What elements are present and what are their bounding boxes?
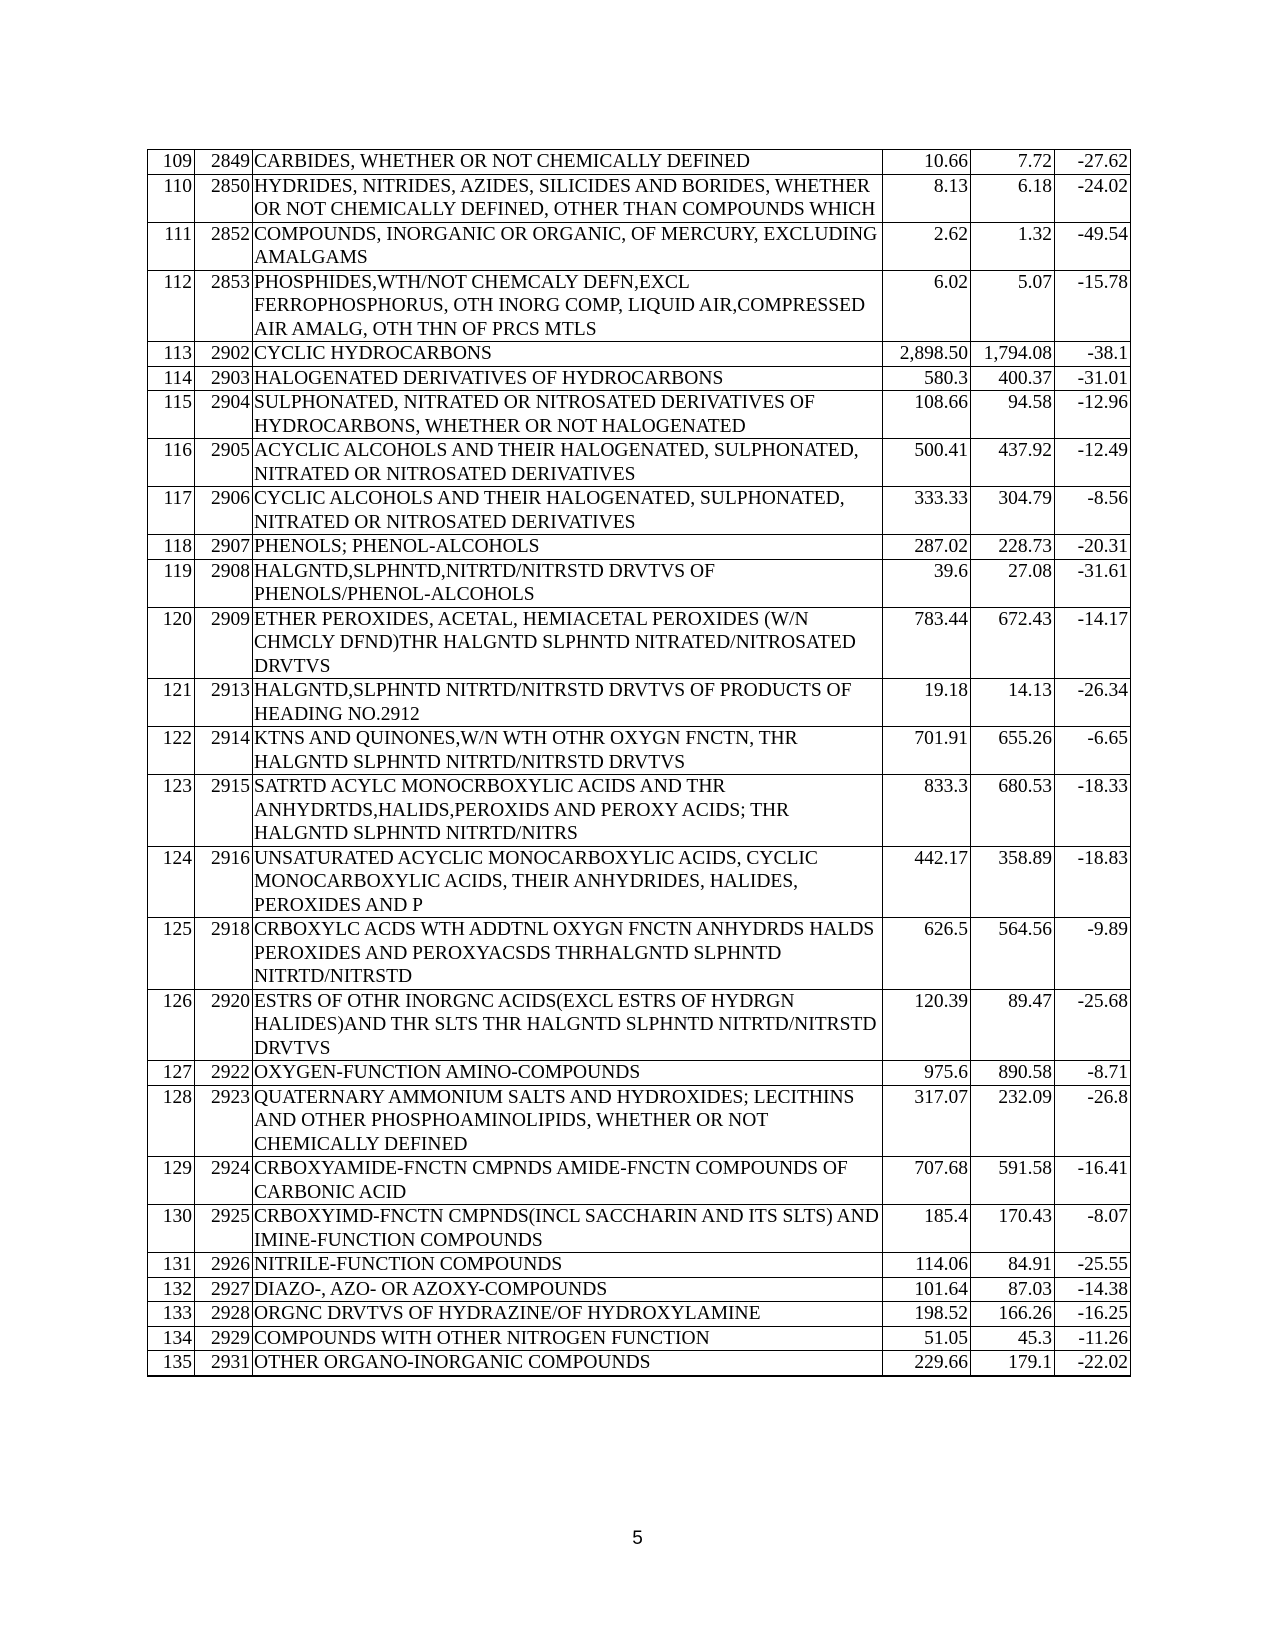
description-cell: NITRILE-FUNCTION COMPOUNDS [253, 1253, 883, 1278]
value-curr-cell: 94.58 [971, 391, 1055, 439]
table-row [148, 342, 1131, 367]
commodity-table-body [148, 150, 1131, 1376]
serial-no-cell: 111 [148, 222, 195, 270]
hs-code-cell: 2908 [195, 559, 253, 607]
value-curr-cell: 89.47 [971, 989, 1055, 1061]
value-prev-cell: 6.02 [883, 270, 971, 342]
value-prev-cell: 626.5 [883, 918, 971, 990]
value-curr-cell: 655.26 [971, 727, 1055, 775]
value-curr-cell: 304.79 [971, 487, 1055, 535]
value-curr-cell: 166.26 [971, 1302, 1055, 1327]
growth-pct-cell: -25.68 [1055, 989, 1131, 1061]
value-curr-cell: 228.73 [971, 535, 1055, 560]
page-number: 5 [632, 1528, 643, 1549]
value-prev-cell: 120.39 [883, 989, 971, 1061]
description-cell: CYCLIC HYDROCARBONS [253, 342, 883, 367]
serial-no-cell: 129 [148, 1157, 195, 1205]
table-row [148, 270, 1131, 342]
value-curr-cell: 358.89 [971, 846, 1055, 918]
serial-no-cell: 115 [148, 391, 195, 439]
table-row [148, 1061, 1131, 1086]
description-cell: KTNS AND QUINONES,W/N WTH OTHR OXYGN FNCTN, THR HALGNTD SLPHNTD NITRTD/NITRSTD DRVTVS [253, 727, 883, 775]
value-curr-cell: 6.18 [971, 174, 1055, 222]
value-curr-cell: 7.72 [971, 150, 1055, 175]
table-row [148, 1326, 1131, 1351]
table-row [148, 1351, 1131, 1376]
table-row [148, 439, 1131, 487]
serial-no-cell: 120 [148, 607, 195, 679]
growth-pct-cell: -25.55 [1055, 1253, 1131, 1278]
value-prev-cell: 198.52 [883, 1302, 971, 1327]
serial-no-cell: 134 [148, 1326, 195, 1351]
value-curr-cell: 1,794.08 [971, 342, 1055, 367]
hs-code-cell: 2904 [195, 391, 253, 439]
table-row [148, 150, 1131, 175]
description-cell: COMPOUNDS WITH OTHER NITROGEN FUNCTION [253, 1326, 883, 1351]
growth-pct-cell: -16.41 [1055, 1157, 1131, 1205]
serial-no-cell: 119 [148, 559, 195, 607]
description-cell: PHENOLS; PHENOL-ALCOHOLS [253, 535, 883, 560]
table-row [148, 1277, 1131, 1302]
value-prev-cell: 701.91 [883, 727, 971, 775]
table-row [148, 918, 1131, 990]
hs-code-cell: 2849 [195, 150, 253, 175]
description-cell: CARBIDES, WHETHER OR NOT CHEMICALLY DEFINED [253, 150, 883, 175]
value-curr-cell: 564.56 [971, 918, 1055, 990]
table-row [148, 174, 1131, 222]
growth-pct-cell: -31.01 [1055, 366, 1131, 391]
serial-no-cell: 114 [148, 366, 195, 391]
value-prev-cell: 707.68 [883, 1157, 971, 1205]
growth-pct-cell: -8.07 [1055, 1205, 1131, 1253]
value-prev-cell: 10.66 [883, 150, 971, 175]
value-prev-cell: 108.66 [883, 391, 971, 439]
value-curr-cell: 87.03 [971, 1277, 1055, 1302]
table-row [148, 846, 1131, 918]
hs-code-cell: 2914 [195, 727, 253, 775]
hs-code-cell: 2905 [195, 439, 253, 487]
description-cell: OTHER ORGANO-INORGANIC COMPOUNDS [253, 1351, 883, 1376]
table-row [148, 1205, 1131, 1253]
growth-pct-cell: -14.17 [1055, 607, 1131, 679]
serial-no-cell: 127 [148, 1061, 195, 1086]
hs-code-cell: 2920 [195, 989, 253, 1061]
value-prev-cell: 783.44 [883, 607, 971, 679]
hs-code-cell: 2913 [195, 679, 253, 727]
value-curr-cell: 45.3 [971, 1326, 1055, 1351]
table-row [148, 679, 1131, 727]
serial-no-cell: 113 [148, 342, 195, 367]
table-row [148, 607, 1131, 679]
description-cell: COMPOUNDS, INORGANIC OR ORGANIC, OF MERCURY, EXCLUDING AMALGAMS [253, 222, 883, 270]
serial-no-cell: 123 [148, 775, 195, 847]
value-prev-cell: 333.33 [883, 487, 971, 535]
value-prev-cell: 580.3 [883, 366, 971, 391]
growth-pct-cell: -27.62 [1055, 150, 1131, 175]
table-row [148, 222, 1131, 270]
serial-no-cell: 135 [148, 1351, 195, 1376]
hs-code-cell: 2929 [195, 1326, 253, 1351]
growth-pct-cell: -18.83 [1055, 846, 1131, 918]
serial-no-cell: 121 [148, 679, 195, 727]
value-prev-cell: 833.3 [883, 775, 971, 847]
growth-pct-cell: -12.96 [1055, 391, 1131, 439]
value-prev-cell: 114.06 [883, 1253, 971, 1278]
description-cell: CYCLIC ALCOHOLS AND THEIR HALOGENATED, SULPHONATED, NITRATED OR NITROSATED DERIVATIVES [253, 487, 883, 535]
serial-no-cell: 131 [148, 1253, 195, 1278]
value-curr-cell: 84.91 [971, 1253, 1055, 1278]
serial-no-cell: 128 [148, 1085, 195, 1157]
growth-pct-cell: -15.78 [1055, 270, 1131, 342]
value-prev-cell: 2,898.50 [883, 342, 971, 367]
value-prev-cell: 19.18 [883, 679, 971, 727]
value-curr-cell: 14.13 [971, 679, 1055, 727]
hs-code-cell: 2927 [195, 1277, 253, 1302]
serial-no-cell: 117 [148, 487, 195, 535]
table-row [148, 1085, 1131, 1157]
description-cell: DIAZO-, AZO- OR AZOXY-COMPOUNDS [253, 1277, 883, 1302]
hs-code-cell: 2909 [195, 607, 253, 679]
description-cell: SATRTD ACYLC MONOCRBOXYLIC ACIDS AND THR ANHYDRTDS,HALIDS,PEROXIDS AND PEROXY ACIDS; THR HALGNTD SLPHNTD NITRTD/NITRS [253, 775, 883, 847]
hs-code-cell: 2903 [195, 366, 253, 391]
description-cell: ORGNC DRVTVS OF HYDRAZINE/OF HYDROXYLAMINE [253, 1302, 883, 1327]
hs-code-cell: 2926 [195, 1253, 253, 1278]
hs-code-cell: 2853 [195, 270, 253, 342]
description-cell: ACYCLIC ALCOHOLS AND THEIR HALOGENATED, SULPHONATED, NITRATED OR NITROSATED DERIVATIVES [253, 439, 883, 487]
description-cell: HALOGENATED DERIVATIVES OF HYDROCARBONS [253, 366, 883, 391]
value-prev-cell: 8.13 [883, 174, 971, 222]
value-curr-cell: 672.43 [971, 607, 1055, 679]
table-row [148, 1253, 1131, 1278]
value-curr-cell: 170.43 [971, 1205, 1055, 1253]
value-prev-cell: 442.17 [883, 846, 971, 918]
growth-pct-cell: -22.02 [1055, 1351, 1131, 1376]
hs-code-cell: 2923 [195, 1085, 253, 1157]
value-prev-cell: 229.66 [883, 1351, 971, 1376]
hs-code-cell: 2924 [195, 1157, 253, 1205]
growth-pct-cell: -26.8 [1055, 1085, 1131, 1157]
hs-code-cell: 2916 [195, 846, 253, 918]
description-cell: CRBOXYAMIDE-FNCTN CMPNDS AMIDE-FNCTN COMPOUNDS OF CARBONIC ACID [253, 1157, 883, 1205]
table-row [148, 487, 1131, 535]
description-cell: HALGNTD,SLPHNTD,NITRTD/NITRSTD DRVTVS OF PHENOLS/PHENOL-ALCOHOLS [253, 559, 883, 607]
value-curr-cell: 179.1 [971, 1351, 1055, 1376]
table-row [148, 989, 1131, 1061]
value-curr-cell: 591.58 [971, 1157, 1055, 1205]
table-row [148, 727, 1131, 775]
growth-pct-cell: -31.61 [1055, 559, 1131, 607]
serial-no-cell: 116 [148, 439, 195, 487]
value-prev-cell: 500.41 [883, 439, 971, 487]
growth-pct-cell: -11.26 [1055, 1326, 1131, 1351]
growth-pct-cell: -12.49 [1055, 439, 1131, 487]
serial-no-cell: 125 [148, 918, 195, 990]
value-curr-cell: 400.37 [971, 366, 1055, 391]
table-row [148, 1157, 1131, 1205]
value-prev-cell: 317.07 [883, 1085, 971, 1157]
table-row [148, 391, 1131, 439]
hs-code-cell: 2852 [195, 222, 253, 270]
description-cell: SULPHONATED, NITRATED OR NITROSATED DERIVATIVES OF HYDROCARBONS, WHETHER OR NOT HALOGENATED [253, 391, 883, 439]
hs-code-cell: 2907 [195, 535, 253, 560]
value-prev-cell: 101.64 [883, 1277, 971, 1302]
description-cell: QUATERNARY AMMONIUM SALTS AND HYDROXIDES; LECITHINS AND OTHER PHOSPHOAMINOLIPIDS, WHETHER OR NOT CHEMICALLY DEFINED [253, 1085, 883, 1157]
value-prev-cell: 185.4 [883, 1205, 971, 1253]
growth-pct-cell: -9.89 [1055, 918, 1131, 990]
table-row [148, 1302, 1131, 1327]
value-prev-cell: 39.6 [883, 559, 971, 607]
value-prev-cell: 975.6 [883, 1061, 971, 1086]
hs-code-cell: 2931 [195, 1351, 253, 1376]
value-curr-cell: 232.09 [971, 1085, 1055, 1157]
description-cell: CRBOXYIMD-FNCTN CMPNDS(INCL SACCHARIN AND ITS SLTS) AND IMINE-FUNCTION COMPOUNDS [253, 1205, 883, 1253]
serial-no-cell: 122 [148, 727, 195, 775]
serial-no-cell: 110 [148, 174, 195, 222]
value-curr-cell: 680.53 [971, 775, 1055, 847]
commodity-table [147, 149, 1131, 1377]
hs-code-cell: 2850 [195, 174, 253, 222]
value-curr-cell: 437.92 [971, 439, 1055, 487]
hs-code-cell: 2918 [195, 918, 253, 990]
growth-pct-cell: -6.65 [1055, 727, 1131, 775]
growth-pct-cell: -14.38 [1055, 1277, 1131, 1302]
hs-code-cell: 2906 [195, 487, 253, 535]
hs-code-cell: 2928 [195, 1302, 253, 1327]
serial-no-cell: 118 [148, 535, 195, 560]
description-cell: PHOSPHIDES,WTH/NOT CHEMCALY DEFN,EXCL FERROPHOSPHORUS, OTH INORG COMP, LIQUID AIR,COMPRESSED AIR AMALG, OTH THN OF PRCS MTLS [253, 270, 883, 342]
growth-pct-cell: -49.54 [1055, 222, 1131, 270]
growth-pct-cell: -8.56 [1055, 487, 1131, 535]
description-cell: ESTRS OF OTHR INORGNC ACIDS(EXCL ESTRS OF HYDRGN HALIDES)AND THR SLTS THR HALGNTD SLPHNTD NITRTD/NITRSTD DRVTVS [253, 989, 883, 1061]
value-curr-cell: 27.08 [971, 559, 1055, 607]
table-row [148, 775, 1131, 847]
serial-no-cell: 126 [148, 989, 195, 1061]
value-prev-cell: 2.62 [883, 222, 971, 270]
hs-code-cell: 2922 [195, 1061, 253, 1086]
value-prev-cell: 51.05 [883, 1326, 971, 1351]
growth-pct-cell: -18.33 [1055, 775, 1131, 847]
value-prev-cell: 287.02 [883, 535, 971, 560]
growth-pct-cell: -26.34 [1055, 679, 1131, 727]
value-curr-cell: 1.32 [971, 222, 1055, 270]
description-cell: OXYGEN-FUNCTION AMINO-COMPOUNDS [253, 1061, 883, 1086]
growth-pct-cell: -8.71 [1055, 1061, 1131, 1086]
growth-pct-cell: -16.25 [1055, 1302, 1131, 1327]
serial-no-cell: 133 [148, 1302, 195, 1327]
hs-code-cell: 2925 [195, 1205, 253, 1253]
table-row [148, 559, 1131, 607]
serial-no-cell: 124 [148, 846, 195, 918]
value-curr-cell: 890.58 [971, 1061, 1055, 1086]
description-cell: CRBOXYLC ACDS WTH ADDTNL OXYGN FNCTN ANHYDRDS HALDS PEROXIDES AND PEROXYACSDS THRHALGNTD SLPHNTD NITRTD/NITRSTD [253, 918, 883, 990]
description-cell: UNSATURATED ACYCLIC MONOCARBOXYLIC ACIDS, CYCLIC MONOCARBOXYLIC ACIDS, THEIR ANHYDRIDES, HALIDES, PEROXIDES AND P [253, 846, 883, 918]
table-row [148, 535, 1131, 560]
growth-pct-cell: -24.02 [1055, 174, 1131, 222]
table-row [148, 366, 1131, 391]
description-cell: HYDRIDES, NITRIDES, AZIDES, SILICIDES AND BORIDES, WHETHER OR NOT CHEMICALLY DEFINED, OTHER THAN COMPOUNDS WHICH [253, 174, 883, 222]
hs-code-cell: 2902 [195, 342, 253, 367]
description-cell: HALGNTD,SLPHNTD NITRTD/NITRSTD DRVTVS OF PRODUCTS OF HEADING NO.2912 [253, 679, 883, 727]
serial-no-cell: 109 [148, 150, 195, 175]
serial-no-cell: 132 [148, 1277, 195, 1302]
serial-no-cell: 112 [148, 270, 195, 342]
description-cell: ETHER PEROXIDES, ACETAL, HEMIACETAL PEROXIDES (W/N CHMCLY DFND)THR HALGNTD SLPHNTD NITRATED/NITROSATED DRVTVS [253, 607, 883, 679]
value-curr-cell: 5.07 [971, 270, 1055, 342]
hs-code-cell: 2915 [195, 775, 253, 847]
growth-pct-cell: -38.1 [1055, 342, 1131, 367]
serial-no-cell: 130 [148, 1205, 195, 1253]
growth-pct-cell: -20.31 [1055, 535, 1131, 560]
